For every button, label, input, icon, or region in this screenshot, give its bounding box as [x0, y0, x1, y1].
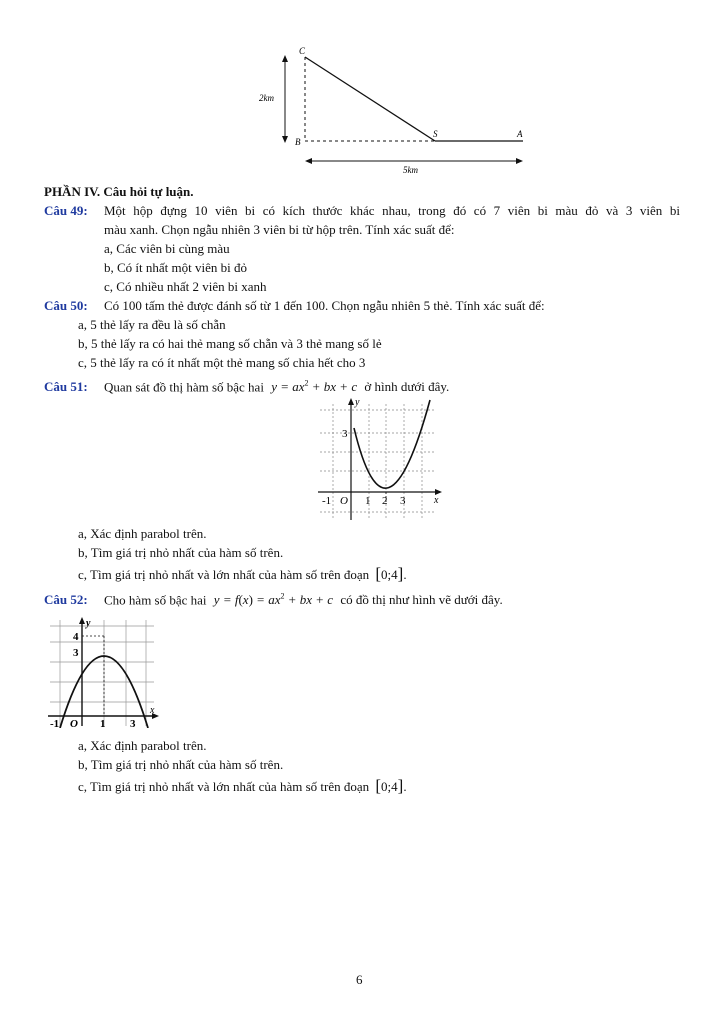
q51-part-b: b, Tìm giá trị nhỏ nhất của hàm số trên. — [78, 545, 284, 560]
label-5km: 5km — [403, 165, 418, 175]
q50-part-b: b, 5 thẻ lấy ra có hai thẻ mang số chẵn và 3 thẻ mang số lẻ — [78, 336, 382, 351]
q52-axis-y: y — [86, 618, 91, 629]
q52-tick-4: 4 — [73, 631, 79, 643]
q51-axis-x: x — [434, 495, 439, 506]
q51-tick-3x: 3 — [400, 495, 406, 507]
q52-interval: 0;4 — [381, 779, 398, 794]
q52-tick-3x: 3 — [130, 718, 136, 728]
distance-diagram — [255, 45, 535, 177]
q49-label: Câu 49: — [44, 203, 88, 218]
q52-text: Cho hàm số bậc hai $y = f(x) = ax^2$ + bx + c có đồ thị như hình vẽ dưới đây. — [104, 592, 503, 608]
q51-label: Câu 51: — [44, 379, 88, 394]
q52-axis-x: x — [150, 705, 155, 716]
q51-tick-2: 2 — [382, 495, 388, 507]
label-2km: 2km — [259, 93, 274, 103]
q51-axis-y: y — [355, 397, 360, 408]
part-heading: PHẦN IV. Câu hỏi tự luận. — [44, 184, 194, 199]
q52-parabola-graph — [46, 616, 162, 728]
q51-tick-neg1: -1 — [322, 495, 332, 507]
q49-text-line1: Một hộp đựng 10 viên bi có kích thước khác nhau, trong đó có 7 viên bi màu đỏ và 3 viên bi — [104, 203, 680, 218]
q49-part-c: c, Có nhiều nhất 2 viên bi xanh — [104, 279, 267, 294]
q49-text-line2: màu xanh. Chọn ngẫu nhiên 3 viên bi từ hộp trên. Tính xác suất để: — [104, 222, 455, 237]
q49-part-b: b, Có ít nhất một viên bi đỏ — [104, 260, 247, 275]
q50-text: Có 100 tấm thẻ được đánh số từ 1 đến 100. Chọn ngẫu nhiên 5 thẻ. Tính xác suất để: — [104, 298, 545, 313]
q51-text: Quan sát đồ thị hàm số bậc hai $y = ax^2$ + bx + c ở hình dưới đây. — [104, 379, 450, 395]
label-b: B — [295, 137, 301, 147]
label-c: C — [299, 46, 306, 56]
q52-part-b: b, Tìm giá trị nhỏ nhất của hàm số trên. — [78, 757, 284, 772]
q50-part-c: c, 5 thẻ lấy ra có ít nhất một thẻ mang số chia hết cho 3 — [78, 355, 366, 370]
q51-interval: 0;4 — [381, 567, 398, 582]
label-s: S — [433, 129, 438, 139]
q52-origin: O — [70, 718, 78, 728]
q52-tick-1: 1 — [100, 718, 106, 728]
q52-tick-neg1: -1 — [50, 718, 60, 728]
q51-tick-3y: 3 — [342, 428, 348, 440]
q51-part-c: c, Tìm giá trị nhỏ nhất và lớn nhất của hàm số trên đoạn [0;4]. — [78, 564, 407, 583]
q50-part-a: a, 5 thẻ lấy ra đều là số chẵn — [78, 317, 226, 332]
q52-label: Câu 52: — [44, 592, 88, 607]
q51-part-a: a, Xác định parabol trên. — [78, 526, 207, 541]
q51-tick-1: 1 — [365, 495, 371, 507]
label-a: A — [517, 129, 523, 139]
page-number: 6 — [356, 972, 363, 987]
q52-part-c: c, Tìm giá trị nhỏ nhất và lớn nhất của hàm số trên đoạn [0;4]. — [78, 776, 407, 795]
q51-origin: O — [340, 495, 348, 507]
q52-part-a: a, Xác định parabol trên. — [78, 738, 207, 753]
q52-tick-3y: 3 — [73, 647, 79, 659]
q51-parabola-graph — [316, 396, 444, 524]
q50-label: Câu 50: — [44, 298, 88, 313]
q49-part-a: a, Các viên bi cùng màu — [104, 241, 230, 256]
